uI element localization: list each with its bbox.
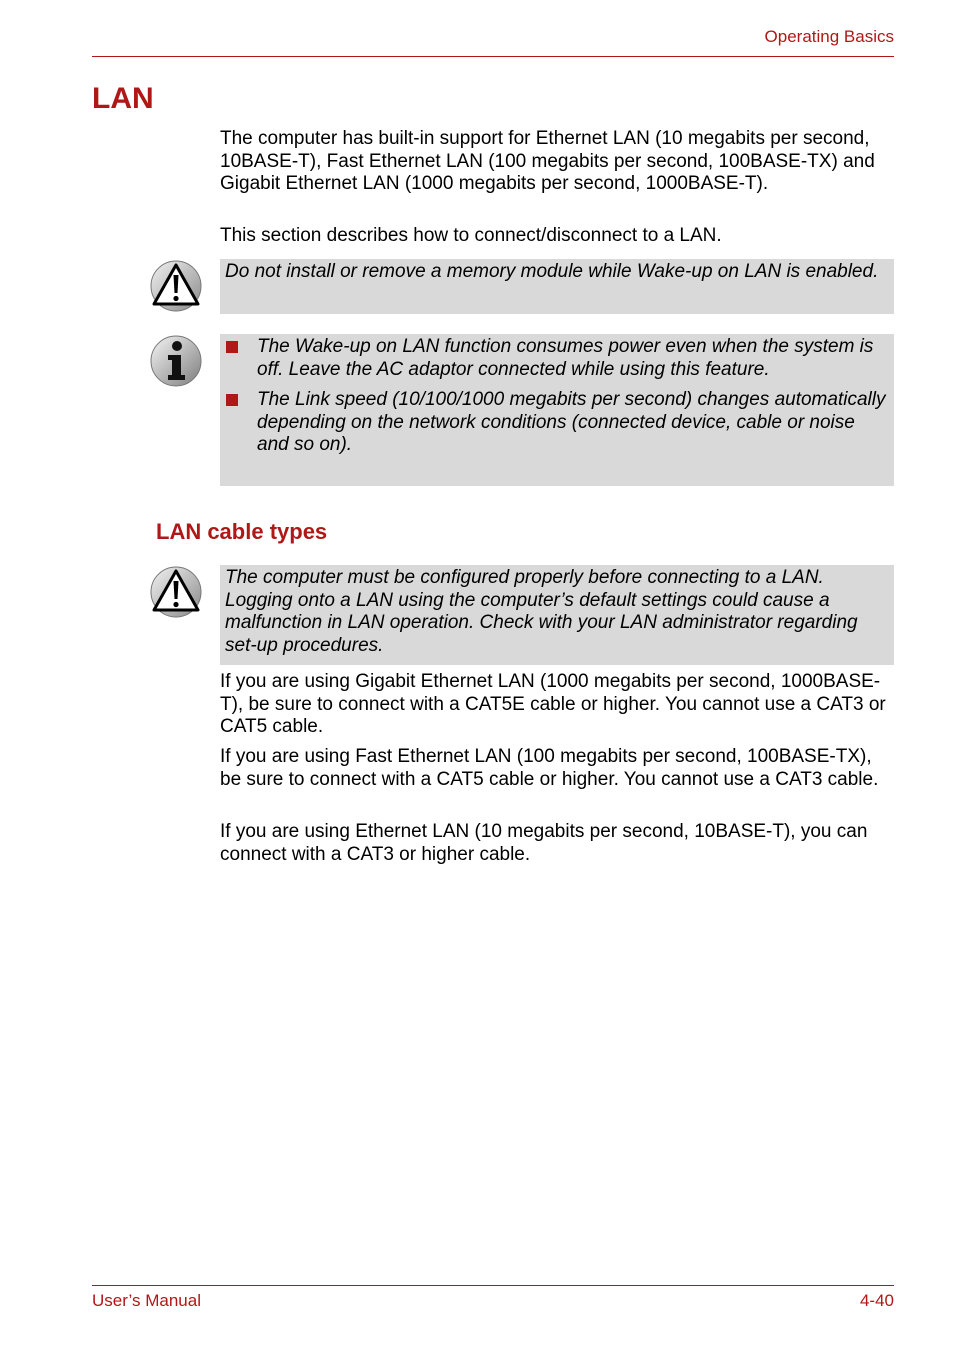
header-section-title: Operating Basics (764, 27, 894, 46)
cable-paragraph-fast-ethernet: If you are using Fast Ethernet LAN (100 megabits per second, 100BASE-TX), be sure to connect with a CAT5 cable or higher. You cannot use a CAT3 cable. (220, 746, 879, 790)
page-title: LAN (92, 82, 154, 115)
caution-note-text: The computer must be configured properly before connecting to a LAN. Logging onto a LAN using the computer’s default settings could cause a malfunction in LAN operation. Check with your LAN administrator regarding set-up procedures. (225, 567, 858, 656)
info-icon (150, 335, 202, 387)
info-bullet-text: The Link speed (10/100/1000 megabits per second) changes automatically depending on the network conditions (connected device, cable or noise and so on). (257, 389, 886, 455)
caution-note-wake-up (220, 259, 894, 314)
cable-paragraph-gigabit: If you are using Gigabit Ethernet LAN (1000 megabits per second, 1000BASE-T), be sure to connect with a CAT5E cable or higher. You cannot use a CAT3 or CAT5 cable. (220, 671, 886, 737)
bullet-square-icon (226, 394, 238, 406)
header-rule (92, 56, 894, 57)
info-bullet-item (220, 336, 894, 381)
cable-paragraph-ethernet: If you are using Ethernet LAN (10 megabits per second, 10BASE-T), you can connect with a CAT3 or higher cable. (220, 821, 868, 865)
footer-manual-title: User’s Manual (92, 1291, 201, 1310)
caution-icon (150, 566, 202, 618)
page-number: 4-40 (859, 1291, 894, 1310)
info-note (220, 334, 894, 486)
caution-note-configuration (220, 565, 894, 665)
info-bullet-item (220, 389, 894, 457)
intro-paragraph-1: The computer has built-in support for Ethernet LAN (10 megabits per second, 10BASE-T), Fast Ethernet LAN (100 megabits per second, 100BASE-TX) and Gigabit Ethernet LAN (1000 megabits per second, 1000BASE-T). (220, 128, 875, 194)
footer-rule (92, 1285, 894, 1286)
caution-note-text: Do not install or remove a memory module while Wake-up on LAN is enabled. (225, 261, 879, 282)
info-bullet-text: The Wake-up on LAN function consumes power even when the system is off. Leave the AC adaptor connected while using this feature. (257, 336, 874, 380)
bullet-square-icon (226, 341, 238, 353)
subsection-title: LAN cable types (156, 519, 328, 544)
intro-paragraph-2: This section describes how to connect/disconnect to a LAN. (220, 225, 722, 246)
caution-icon (150, 260, 202, 312)
